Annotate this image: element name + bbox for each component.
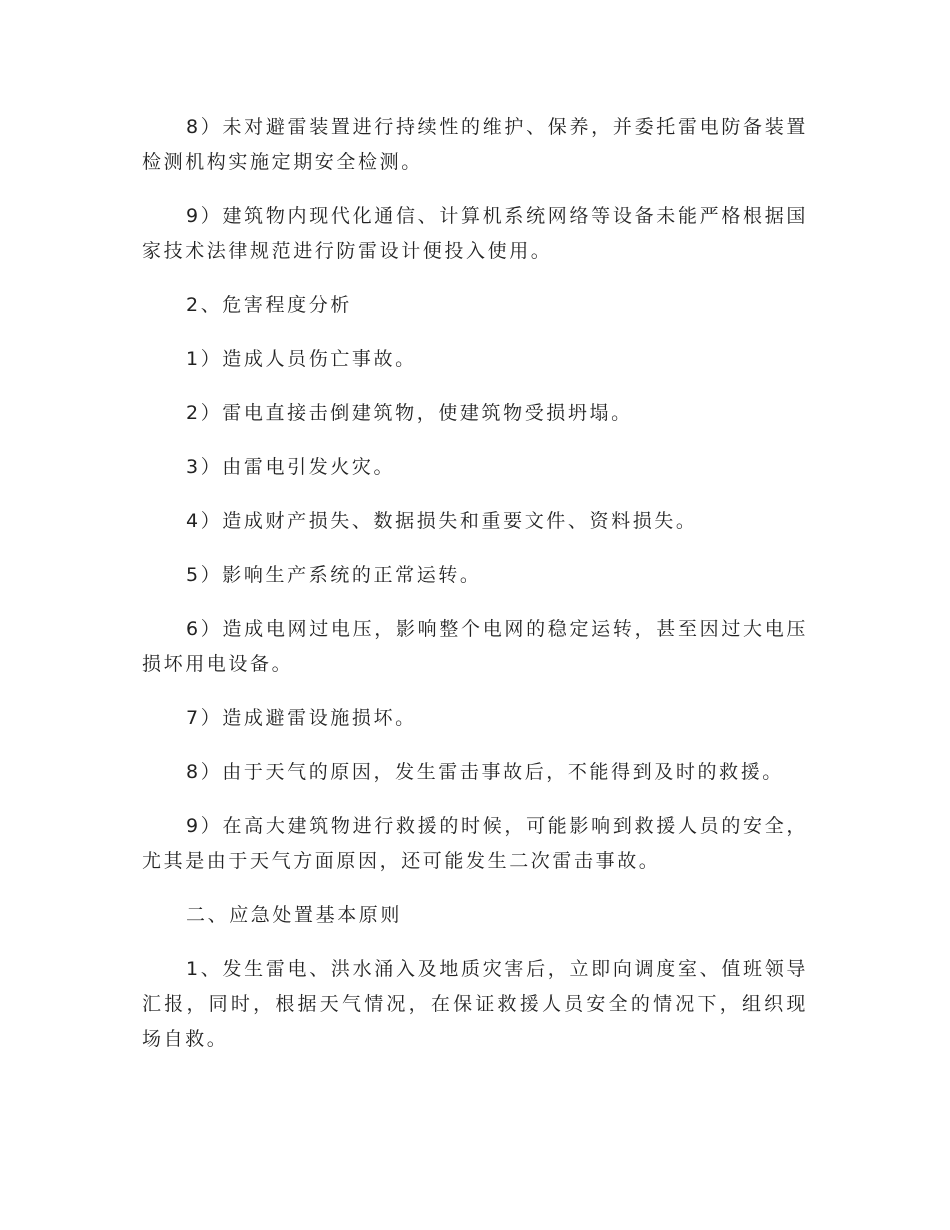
paragraph-hazard-8: 8）由于天气的原因，发生雷击事故后，不能得到及时的救援。 — [186, 761, 784, 783]
section-heading-response-principles: 二、应急处置基本原则 — [186, 904, 403, 926]
paragraph-hazard-4: 4）造成财产损失、数据损失和重要文件、资料损失。 — [186, 510, 698, 532]
paragraph-hazard-1: 1）造成人员伤亡事故。 — [186, 348, 417, 370]
paragraph-principle-1: 1、发生雷电、洪水涌入及地质灾害后，立即向调度室、值班领导汇报，同时，根据天气情况，在保证救援人员安全的情况下，组织现场自救。 — [142, 958, 808, 1050]
paragraph-hazard-5: 5）影响生产系统的正常运转。 — [186, 564, 482, 586]
paragraph-design-cause: 9）建筑物内现代化通信、计算机系统网络等设备未能严格根据国家技术法律规范进行防雷设计便投入使用。 — [142, 205, 808, 262]
paragraph-hazard-6: 6）造成电网过电压，影响整个电网的稳定运转，甚至因过大电压损坏用电设备。 — [142, 618, 808, 675]
paragraph-hazard-3: 3）由雷电引发火灾。 — [186, 456, 396, 478]
section-heading-hazard-analysis: 2、危害程度分析 — [186, 294, 352, 316]
paragraph-hazard-9: 9）在高大建筑物进行救援的时候，可能影响到救援人员的安全，尤其是由于天气方面原因，还可能发生二次雷击事故。 — [142, 815, 808, 872]
paragraph-hazard-2: 2）雷电直接击倒建筑物，使建筑物受损坍塌。 — [186, 402, 633, 424]
document-body — [142, 110, 808, 1076]
paragraph-maintenance-cause: 8）未对避雷装置进行持续性的维护、保养，并委托雷电防备装置检测机构实施定期安全检测。 — [142, 116, 808, 173]
paragraph-hazard-7: 7）造成避雷设施损坏。 — [186, 707, 417, 729]
